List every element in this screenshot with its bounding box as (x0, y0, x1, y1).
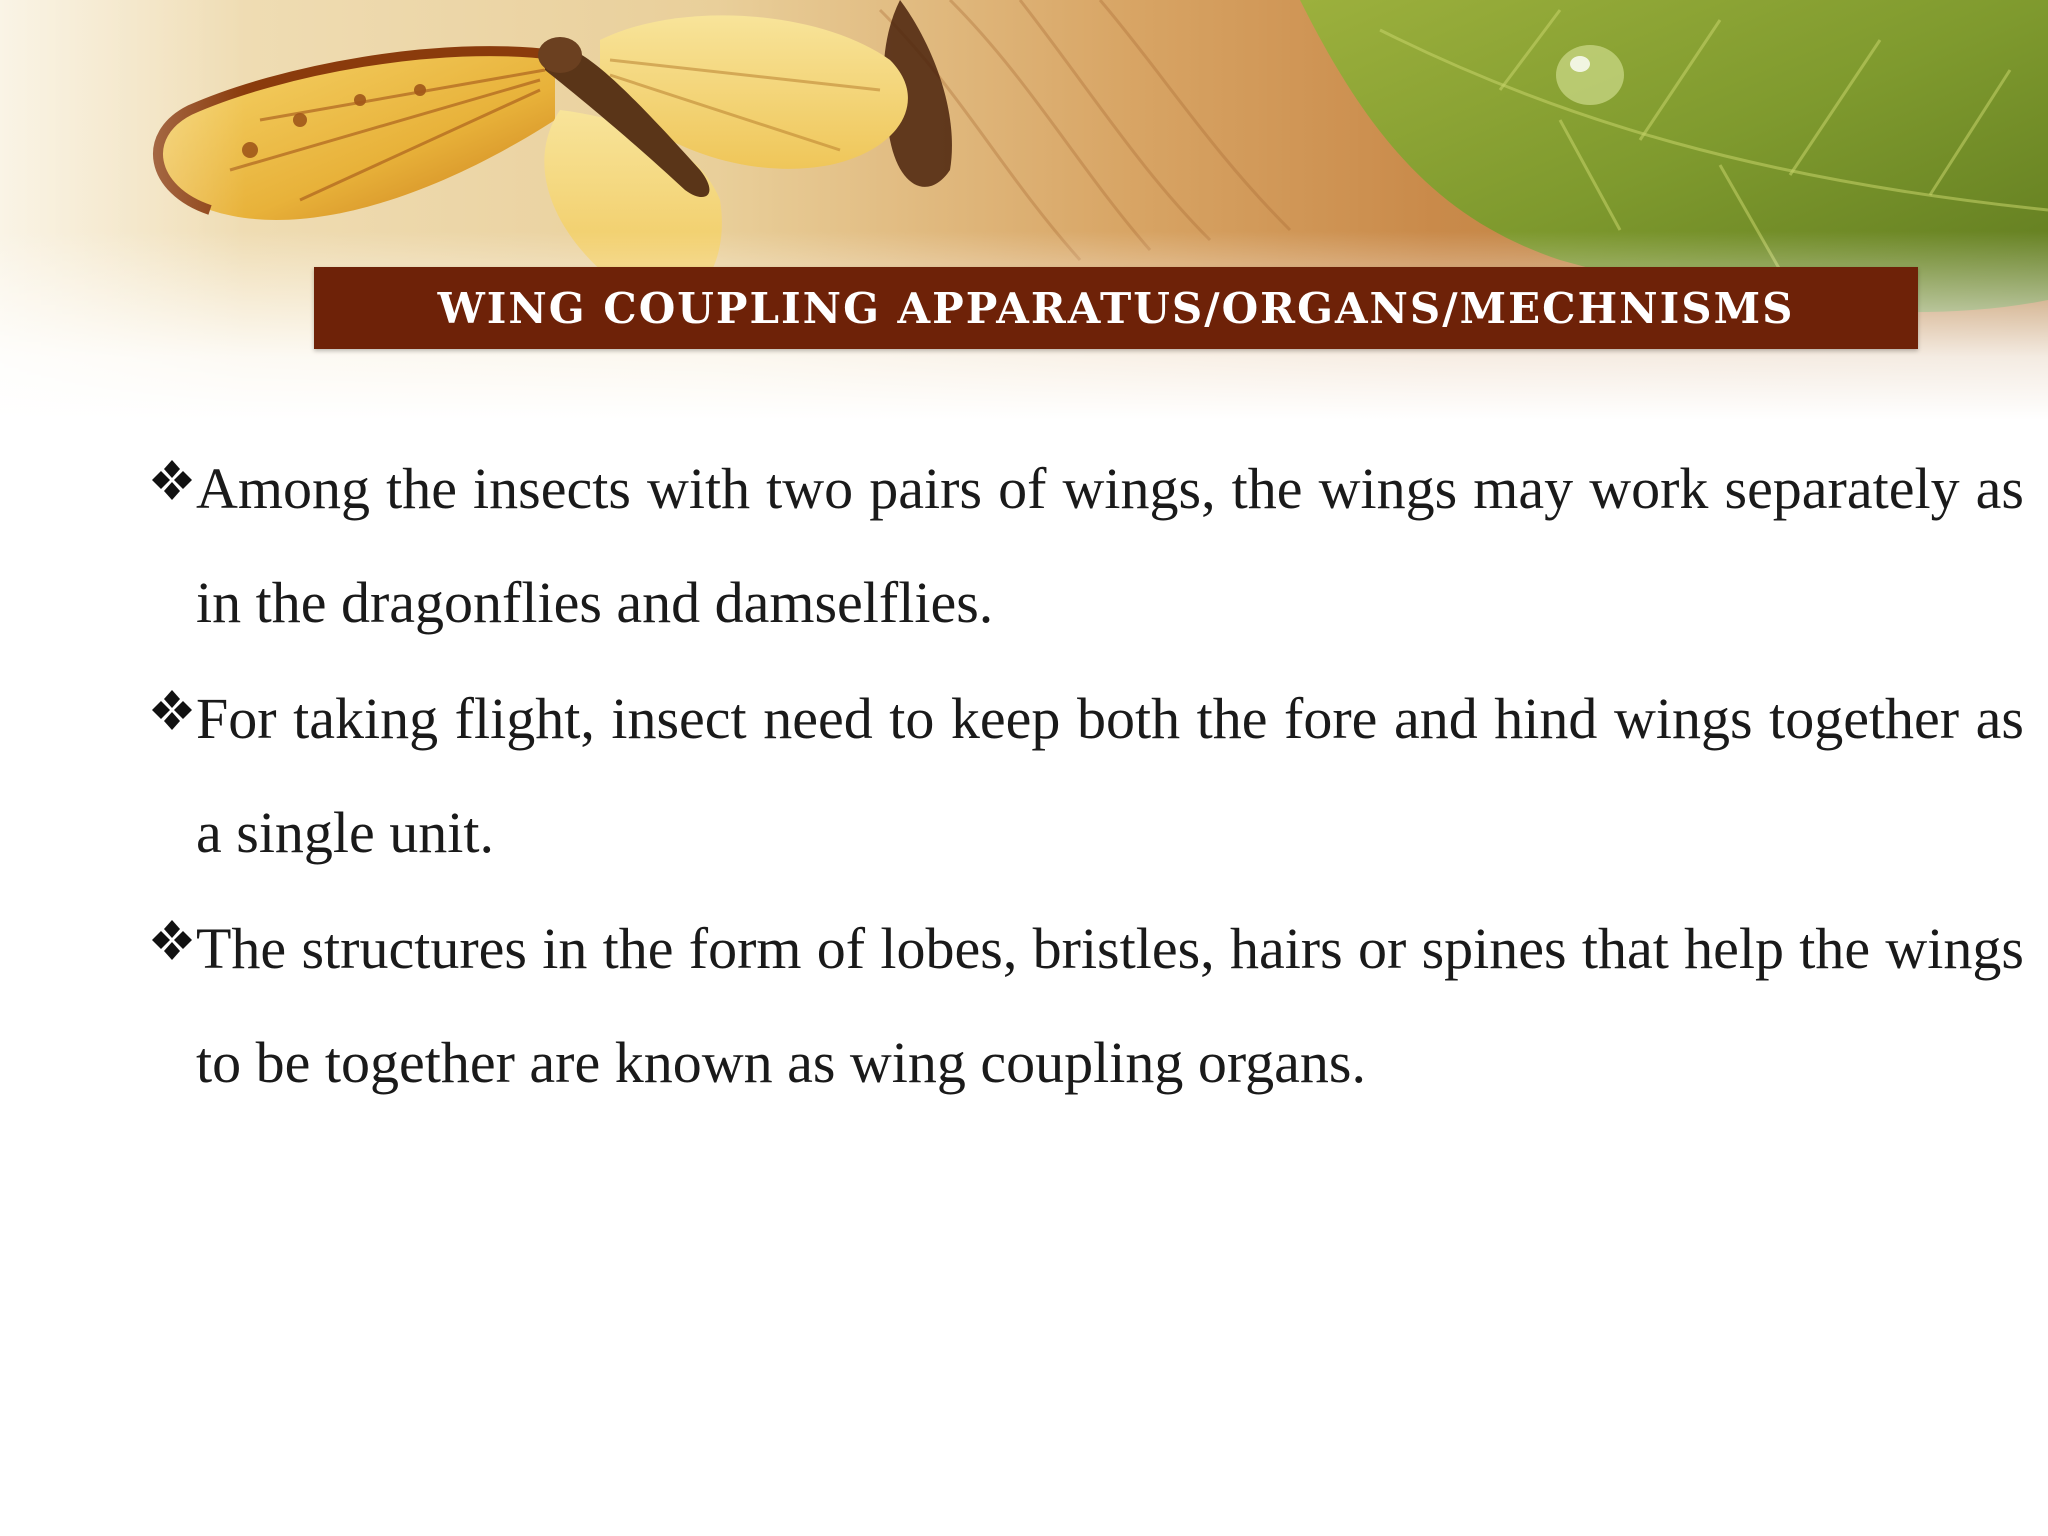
bullet-item (150, 892, 2024, 1120)
bullet-text: The structures in the form of lobes, bristles, hairs or spines that help the wings to be together are known as wing coupling organs. (196, 916, 2024, 1095)
bullet-item (150, 432, 2024, 660)
title-banner (314, 267, 1918, 349)
bullet-list (150, 432, 2024, 1122)
four-diamond-bullet-icon (150, 688, 194, 732)
bullet-text: Among the insects with two pairs of wings, the wings may work separately as in the dragonflies and damselflies. (196, 456, 2024, 635)
bullet-text: For taking flight, insect need to keep both the fore and hind wings together as a single unit. (196, 686, 2024, 865)
slide-title: WING COUPLING APPARATUS/ORGANS/MECHNISMS (437, 283, 1795, 333)
four-diamond-bullet-icon (150, 918, 194, 962)
four-diamond-bullet-icon (150, 458, 194, 502)
header-butterfly-image (0, 0, 2048, 420)
bullet-item (150, 662, 2024, 890)
